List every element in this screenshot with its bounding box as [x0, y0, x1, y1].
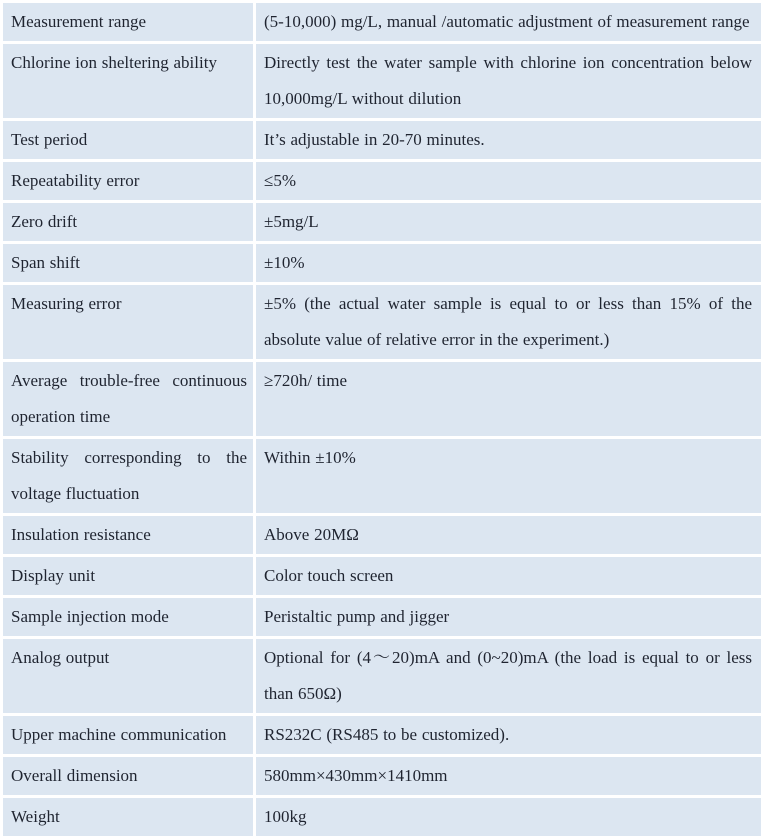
spec-parameter-cell: Stability corresponding to the voltage fluctuation — [3, 439, 253, 513]
spec-value-cell: Directly test the water sample with chlorine ion concentration below 10,000mg/L without dilution — [256, 44, 761, 118]
spec-value-cell: RS232C (RS485 to be customized). — [256, 716, 761, 754]
spec-parameter-cell: Sample injection mode — [3, 598, 253, 636]
spec-value-cell: Above 20MΩ — [256, 516, 761, 554]
table-row — [3, 121, 761, 159]
table-row — [3, 244, 761, 282]
spec-parameter-cell: Average trouble-free continuous operation time — [3, 362, 253, 436]
specification-table-body — [3, 3, 761, 836]
spec-parameter-cell: Measuring error — [3, 285, 253, 359]
table-row — [3, 557, 761, 595]
spec-value-cell: Optional for (4～20)mA and (0~20)mA (the load is equal to or less than 650Ω) — [256, 639, 761, 713]
table-row — [3, 439, 761, 513]
spec-value-cell: 100kg — [256, 798, 761, 836]
spec-value-cell: It’s adjustable in 20-70 minutes. — [256, 121, 761, 159]
spec-parameter-cell: Chlorine ion sheltering ability — [3, 44, 253, 118]
spec-parameter-cell: Test period — [3, 121, 253, 159]
spec-parameter-cell: Overall dimension — [3, 757, 253, 795]
spec-value-cell: 580mm×430mm×1410mm — [256, 757, 761, 795]
spec-parameter-cell: Span shift — [3, 244, 253, 282]
table-row — [3, 44, 761, 118]
spec-value-cell: ±5mg/L — [256, 203, 761, 241]
spec-parameter-cell: Upper machine communication — [3, 716, 253, 754]
spec-value-cell: ±5% (the actual water sample is equal to or less than 15% of the absolute value of relative error in the experiment.) — [256, 285, 761, 359]
spec-parameter-cell: Measurement range — [3, 3, 253, 41]
table-row — [3, 162, 761, 200]
table-row — [3, 3, 761, 41]
spec-value-cell: ≥720h/ time — [256, 362, 761, 436]
table-row — [3, 716, 761, 754]
table-row — [3, 516, 761, 554]
table-row — [3, 362, 761, 436]
spec-value-cell: ±10% — [256, 244, 761, 282]
spec-parameter-cell: Insulation resistance — [3, 516, 253, 554]
table-row — [3, 757, 761, 795]
spec-parameter-cell: Repeatability error — [3, 162, 253, 200]
table-row — [3, 639, 761, 713]
table-row — [3, 203, 761, 241]
spec-value-cell: Peristaltic pump and jigger — [256, 598, 761, 636]
spec-value-cell: ≤5% — [256, 162, 761, 200]
table-row — [3, 798, 761, 836]
table-row — [3, 285, 761, 359]
spec-parameter-cell: Display unit — [3, 557, 253, 595]
spec-parameter-cell: Analog output — [3, 639, 253, 713]
spec-value-cell: Within ±10% — [256, 439, 761, 513]
spec-parameter-cell: Zero drift — [3, 203, 253, 241]
spec-parameter-cell: Weight — [3, 798, 253, 836]
spec-value-cell: (5-10,000) mg/L, manual /automatic adjustment of measurement range — [256, 3, 761, 41]
spec-value-cell: Color touch screen — [256, 557, 761, 595]
table-row — [3, 598, 761, 636]
